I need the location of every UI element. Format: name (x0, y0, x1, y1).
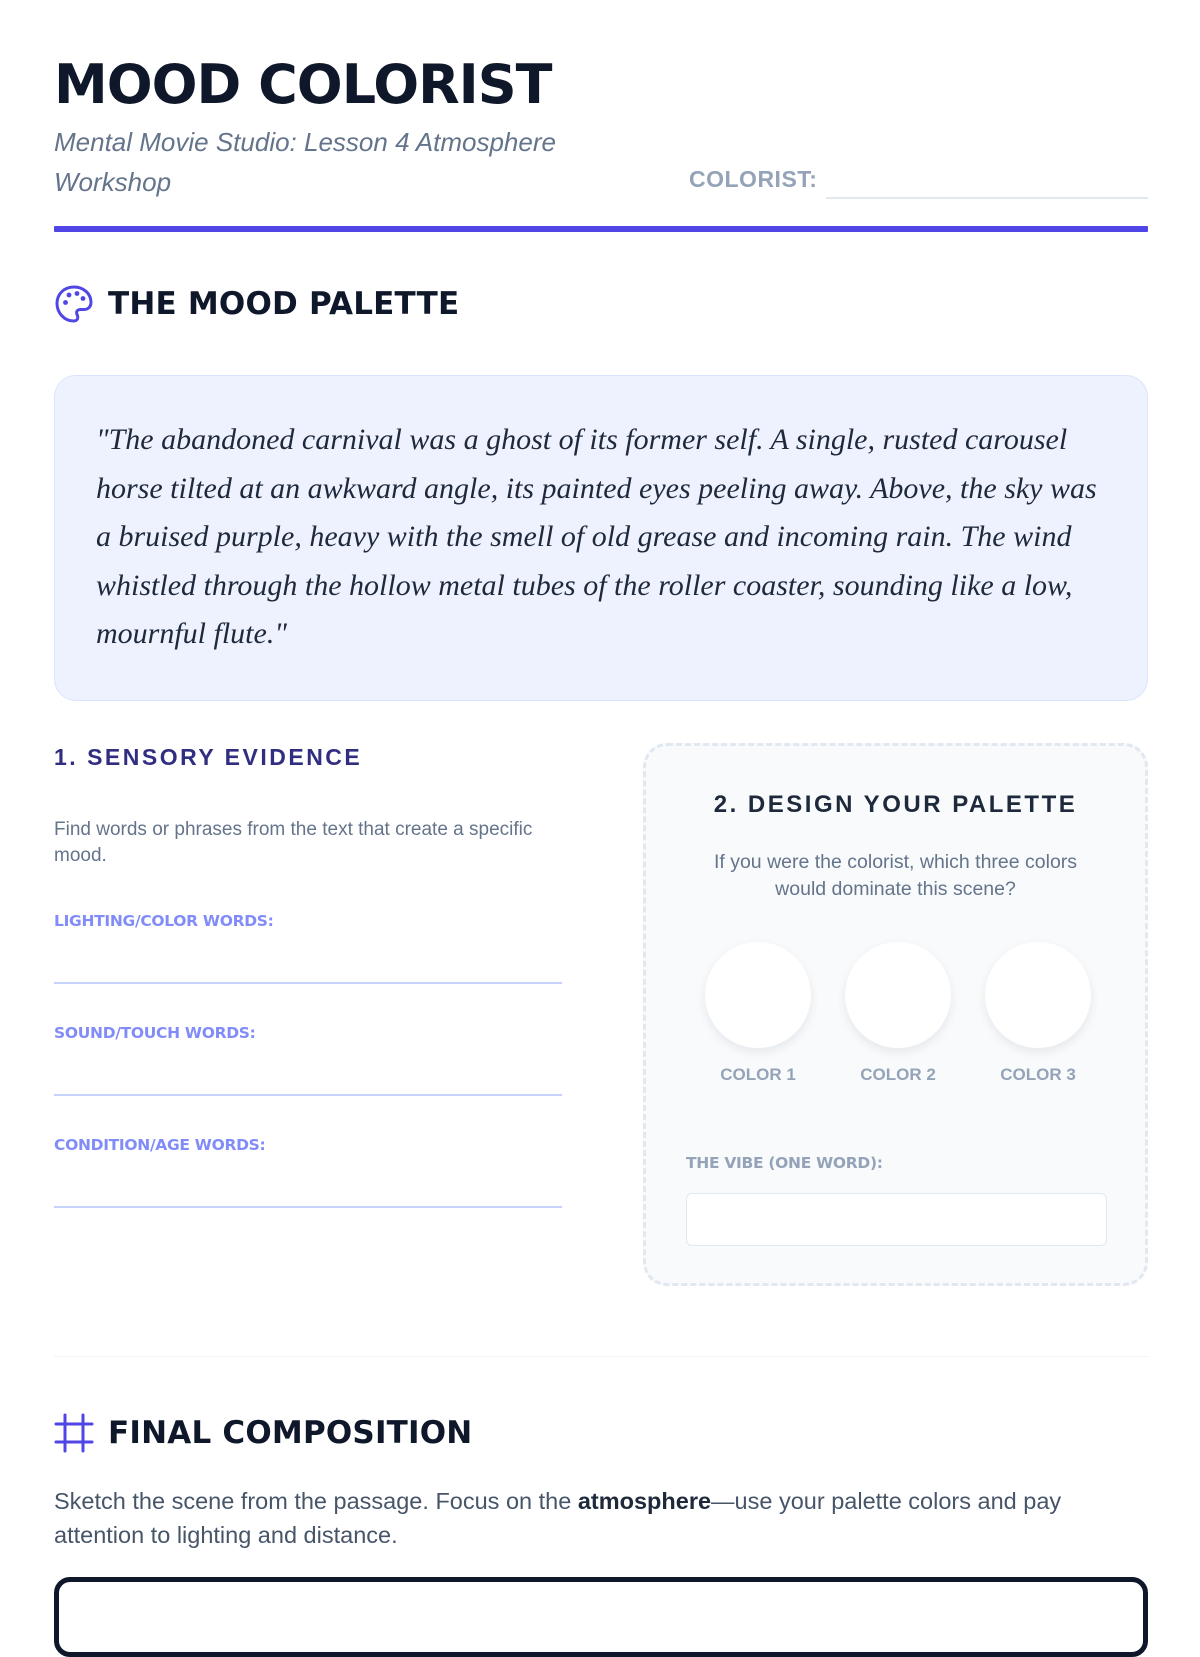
swatch-label: COLOR 2 (860, 1065, 936, 1084)
page-subtitle: Mental Movie Studio: Lesson 4 Atmosphere Workshop (54, 127, 556, 197)
swatch-label: COLOR 3 (1000, 1065, 1076, 1084)
lighting-color-input[interactable] (54, 982, 562, 984)
worksheet-page (54, 0, 1148, 1600)
header-divider (54, 226, 1148, 232)
description-text: —use your palette colors and pay attention to lighting and distance. (54, 1488, 1062, 1548)
section-divider (54, 1356, 1148, 1357)
color-2-circle[interactable] (845, 942, 951, 1048)
color-swatch-1 (703, 942, 813, 1085)
final-composition-heading (54, 1413, 472, 1453)
palette-icon (54, 284, 94, 324)
design-palette-card (643, 743, 1148, 1286)
vibe-label: THE VIBE (ONE WORD): (686, 1154, 883, 1172)
passage-quote: "The abandoned carnival was a ghost of its former self. A single, rusted carousel horse tilted at an awkward angle, its painted eyes peeling away. Above, the sky was a bruised purple, heavy with the smell of old grease and incoming rain. The wind whistled through the hollow metal tubes of the roller coaster, sounding like a low, mournful flute." (96, 423, 1097, 650)
color-1-circle[interactable] (705, 942, 811, 1048)
mood-palette-heading (54, 284, 459, 324)
vibe-input[interactable] (686, 1193, 1107, 1246)
sound-touch-input[interactable] (54, 1094, 562, 1096)
final-composition-description (54, 1484, 1148, 1552)
colorist-label: COLORIST: (689, 166, 818, 192)
field-label: SOUND/TOUCH WORDS: (54, 1024, 256, 1042)
sensory-evidence-description: Find words or phrases from the text that create a specific mood. (54, 819, 533, 866)
section-title: THE MOOD PALETTE (108, 286, 460, 322)
sensory-evidence-title: 1. SENSORY EVIDENCE (54, 744, 363, 770)
sketch-area[interactable] (54, 1577, 1148, 1657)
passage-box (54, 375, 1148, 701)
color-swatch-3 (983, 942, 1093, 1085)
design-palette-title: 2. DESIGN YOUR PALETTE (713, 791, 1078, 818)
color-swatch-2 (843, 942, 953, 1085)
colorist-name-field[interactable] (826, 197, 1148, 199)
lighting-color-field (54, 912, 562, 930)
design-palette-description: If you were the colorist, which three colors would dominate this scene? (713, 851, 1078, 900)
field-label: LIGHTING/COLOR WORDS: (54, 912, 274, 930)
description-emphasis: atmosphere (577, 1488, 712, 1514)
description-text: Sketch the scene from the passage. Focus on the (54, 1488, 578, 1514)
color-3-circle[interactable] (985, 942, 1091, 1048)
field-label: CONDITION/AGE WORDS: (54, 1136, 266, 1154)
sound-touch-field (54, 1024, 562, 1042)
swatch-label: COLOR 1 (720, 1065, 796, 1084)
page-title: MOOD COLORIST (54, 53, 552, 116)
condition-age-input[interactable] (54, 1206, 562, 1208)
condition-age-field (54, 1136, 562, 1154)
section-title: FINAL COMPOSITION (108, 1415, 473, 1451)
frame-icon (54, 1413, 94, 1453)
